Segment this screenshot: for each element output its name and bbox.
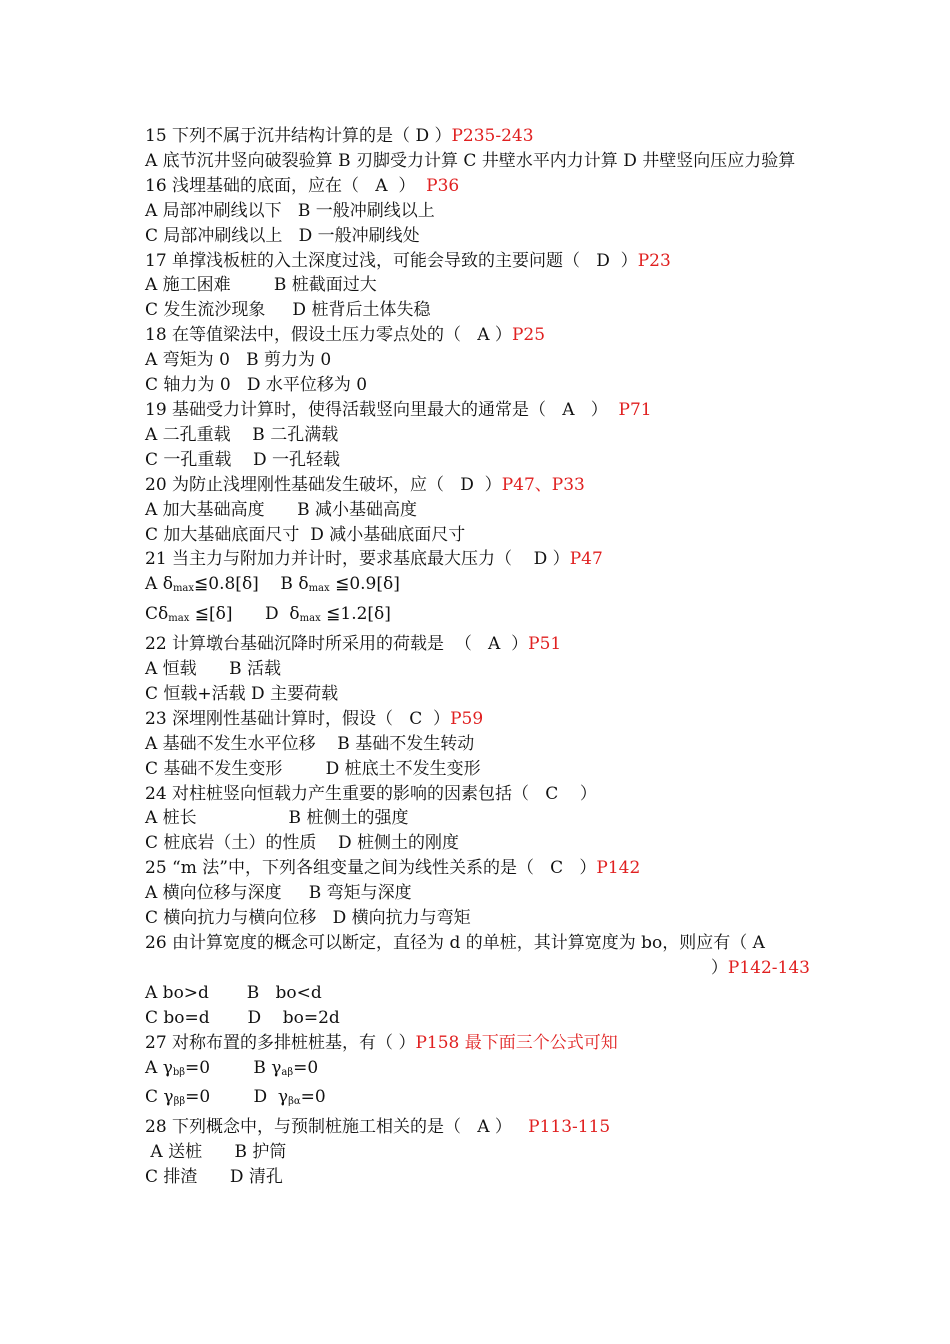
question-stem: 23 深埋刚性基础计算时，假设（ C ） <box>145 708 451 729</box>
question-26: 26 由计算宽度的概念可以断定，直径为 d 的单桩，其计算宽度为 bo，则应有（ A <box>145 933 765 953</box>
question-stem: 17 单撑浅板桩的入土深度过浅，可能会导致的主要问题（ D ） <box>145 250 638 271</box>
question-list <box>145 124 810 1190</box>
page-reference: P71 <box>618 399 652 420</box>
closing-paren: ） <box>710 957 728 978</box>
question-stem: 22 计算墩台基础沉降时所采用的荷载是 （ A ） <box>145 634 529 655</box>
question-stem: 27 对称布置的多排桩桩基，有（ ） <box>145 1032 416 1053</box>
question-stem: 16 浅埋基础的底面，应在（ A ） <box>145 175 427 196</box>
options-line: C bo=d D bo=2d <box>145 1007 340 1028</box>
delta-symbol: δ <box>298 574 309 595</box>
question-17 <box>145 249 810 274</box>
question-15-options: A 底节沉井竖向破裂验算 B 刃脚受力计算 C 井壁水平内力计算 D 井壁竖向压应力验算 <box>145 150 796 171</box>
options-line: C 恒载+活载 D 主要荷载 <box>145 683 339 704</box>
options-line: C 轴力为 0 D 水平位移为 0 <box>145 375 368 396</box>
question-stem: 24 对柱桩竖向恒载力产生重要的影响的因素包括（ C ） <box>145 783 597 804</box>
question-26-continued <box>145 956 810 981</box>
page-reference: P59 <box>450 708 484 729</box>
subscript-max: max <box>308 583 330 595</box>
page-reference: P47 <box>569 549 603 570</box>
page-reference: P158 最下面三个公式可知 <box>415 1032 618 1053</box>
delta-symbol: δ <box>158 604 169 625</box>
question-23 <box>145 707 810 732</box>
subscript-max: max <box>172 583 195 595</box>
question-18 <box>145 323 810 348</box>
options-line: C 加大基础底面尺寸 D 减小基础底面尺寸 <box>145 524 466 545</box>
question-21 <box>145 547 810 572</box>
question-stem: 20 为防止浅埋刚性基础发生破坏，应（ D ） <box>145 474 502 495</box>
options-line: A 二孔重载 B 二孔满载 <box>145 424 339 445</box>
gamma-symbol: γ <box>163 1087 174 1108</box>
subscript: βα <box>288 1096 301 1108</box>
page-reference: P142-143 <box>727 957 810 978</box>
page-reference: P25 <box>511 325 546 346</box>
subscript: ββ <box>173 1096 186 1108</box>
options-line: A 送桩 B 护筒 <box>145 1142 287 1163</box>
gamma-symbol: γ <box>162 1057 173 1078</box>
question-27 <box>145 1031 810 1056</box>
option-b-value: ≦0.9[δ] <box>329 574 400 595</box>
options-line: C 排渣 D 清孔 <box>145 1167 283 1188</box>
options-line: C 横向抗力与横向位移 D 横向抗力与弯矩 <box>145 908 471 929</box>
options-line: A 基础不发生水平位移 B 基础不发生转动 <box>145 733 475 754</box>
options-line <box>145 602 810 632</box>
options-line: A 桩长 B 桩侧土的强度 <box>145 808 409 829</box>
delta-symbol: δ <box>162 574 173 595</box>
question-stem: 25 “m 法”中，下列各组变量之间为线性关系的是（ C ） <box>145 858 597 879</box>
page-reference: P36 <box>426 175 460 196</box>
question-24 <box>145 782 810 807</box>
question-28 <box>145 1115 810 1140</box>
options-line: A 施工困难 B 桩截面过大 <box>145 275 377 296</box>
question-25 <box>145 856 810 881</box>
question-stem: 15 下列不属于沉井结构计算的是（ D ） <box>145 126 452 146</box>
delta-symbol: δ <box>289 604 300 625</box>
options-line: C 一孔重载 D 一孔轻载 <box>145 449 341 470</box>
option-a-label: A <box>145 1057 163 1078</box>
page-reference: P142 <box>596 858 641 879</box>
subscript-max: max <box>299 613 321 625</box>
page-reference: P47、P33 <box>501 474 585 495</box>
option-b-label: B <box>210 1057 272 1078</box>
option-c-label: C <box>145 604 159 625</box>
page-reference: P113-115 <box>528 1117 611 1138</box>
options-line <box>145 1085 810 1115</box>
option-a-value: ≦0.8[δ] <box>194 574 259 595</box>
options-line: C 基础不发生变形 D 桩底土不发生变形 <box>145 758 481 779</box>
page-reference: P51 <box>528 634 562 655</box>
question-stem: 18 在等值梁法中，假设土压力零点处的（ A ） <box>145 325 512 346</box>
options-line: A 横向位移与深度 B 弯矩与深度 <box>145 883 412 904</box>
gamma-symbol: γ <box>277 1087 289 1108</box>
options-line: C 桩底岩（土）的性质 D 桩侧土的刚度 <box>145 833 460 854</box>
options-line: A 弯矩为 0 B 剪力为 0 <box>145 350 332 371</box>
question-19 <box>145 398 810 423</box>
options-line <box>145 1056 810 1086</box>
subscript: bβ <box>172 1066 186 1078</box>
options-line: C 局部冲刷线以上 D 一般冲刷线处 <box>145 225 420 246</box>
question-stem: 21 当主力与附加力并计时，要求基底最大压力（ D ） <box>145 549 570 570</box>
gamma-symbol: γ <box>271 1057 282 1078</box>
question-15 <box>145 124 810 149</box>
question-stem: 28 下列概念中，与预制桩施工相关的是（ A ） <box>145 1117 529 1138</box>
question-20 <box>145 473 810 498</box>
option-d-label: D <box>232 604 290 625</box>
options-line: A 恒载 B 活载 <box>145 659 281 680</box>
question-22 <box>145 632 810 657</box>
options-line: A bo>d B bo<d <box>145 982 322 1003</box>
option-c-value: =0 <box>185 1087 211 1108</box>
page-reference: P23 <box>637 250 671 271</box>
option-d-label: D <box>210 1087 278 1108</box>
option-a-value: =0 <box>185 1057 211 1078</box>
option-b-value: =0 <box>293 1057 319 1078</box>
options-line: C 发生流沙现象 D 桩背后土体失稳 <box>145 300 431 321</box>
options-line: A 局部冲刷线以下 B 一般冲刷线以上 <box>145 200 435 221</box>
option-d-value: =0 <box>300 1087 326 1108</box>
option-d-value: ≦1.2[δ] <box>320 604 391 625</box>
page-reference: P235-243 <box>451 126 534 146</box>
option-c-label: C <box>145 1087 164 1108</box>
question-16 <box>145 174 810 199</box>
options-line <box>145 572 810 602</box>
subscript-max: max <box>168 613 190 625</box>
option-a-label: A <box>145 574 163 595</box>
question-stem: 19 基础受力计算时，使得活载竖向里最大的通常是（ A ） <box>145 399 619 420</box>
option-c-value: ≦[δ] <box>189 604 233 625</box>
subscript: aβ <box>281 1066 294 1078</box>
option-b-label: B <box>258 574 299 595</box>
options-line: A 加大基础高度 B 减小基础高度 <box>145 499 417 520</box>
